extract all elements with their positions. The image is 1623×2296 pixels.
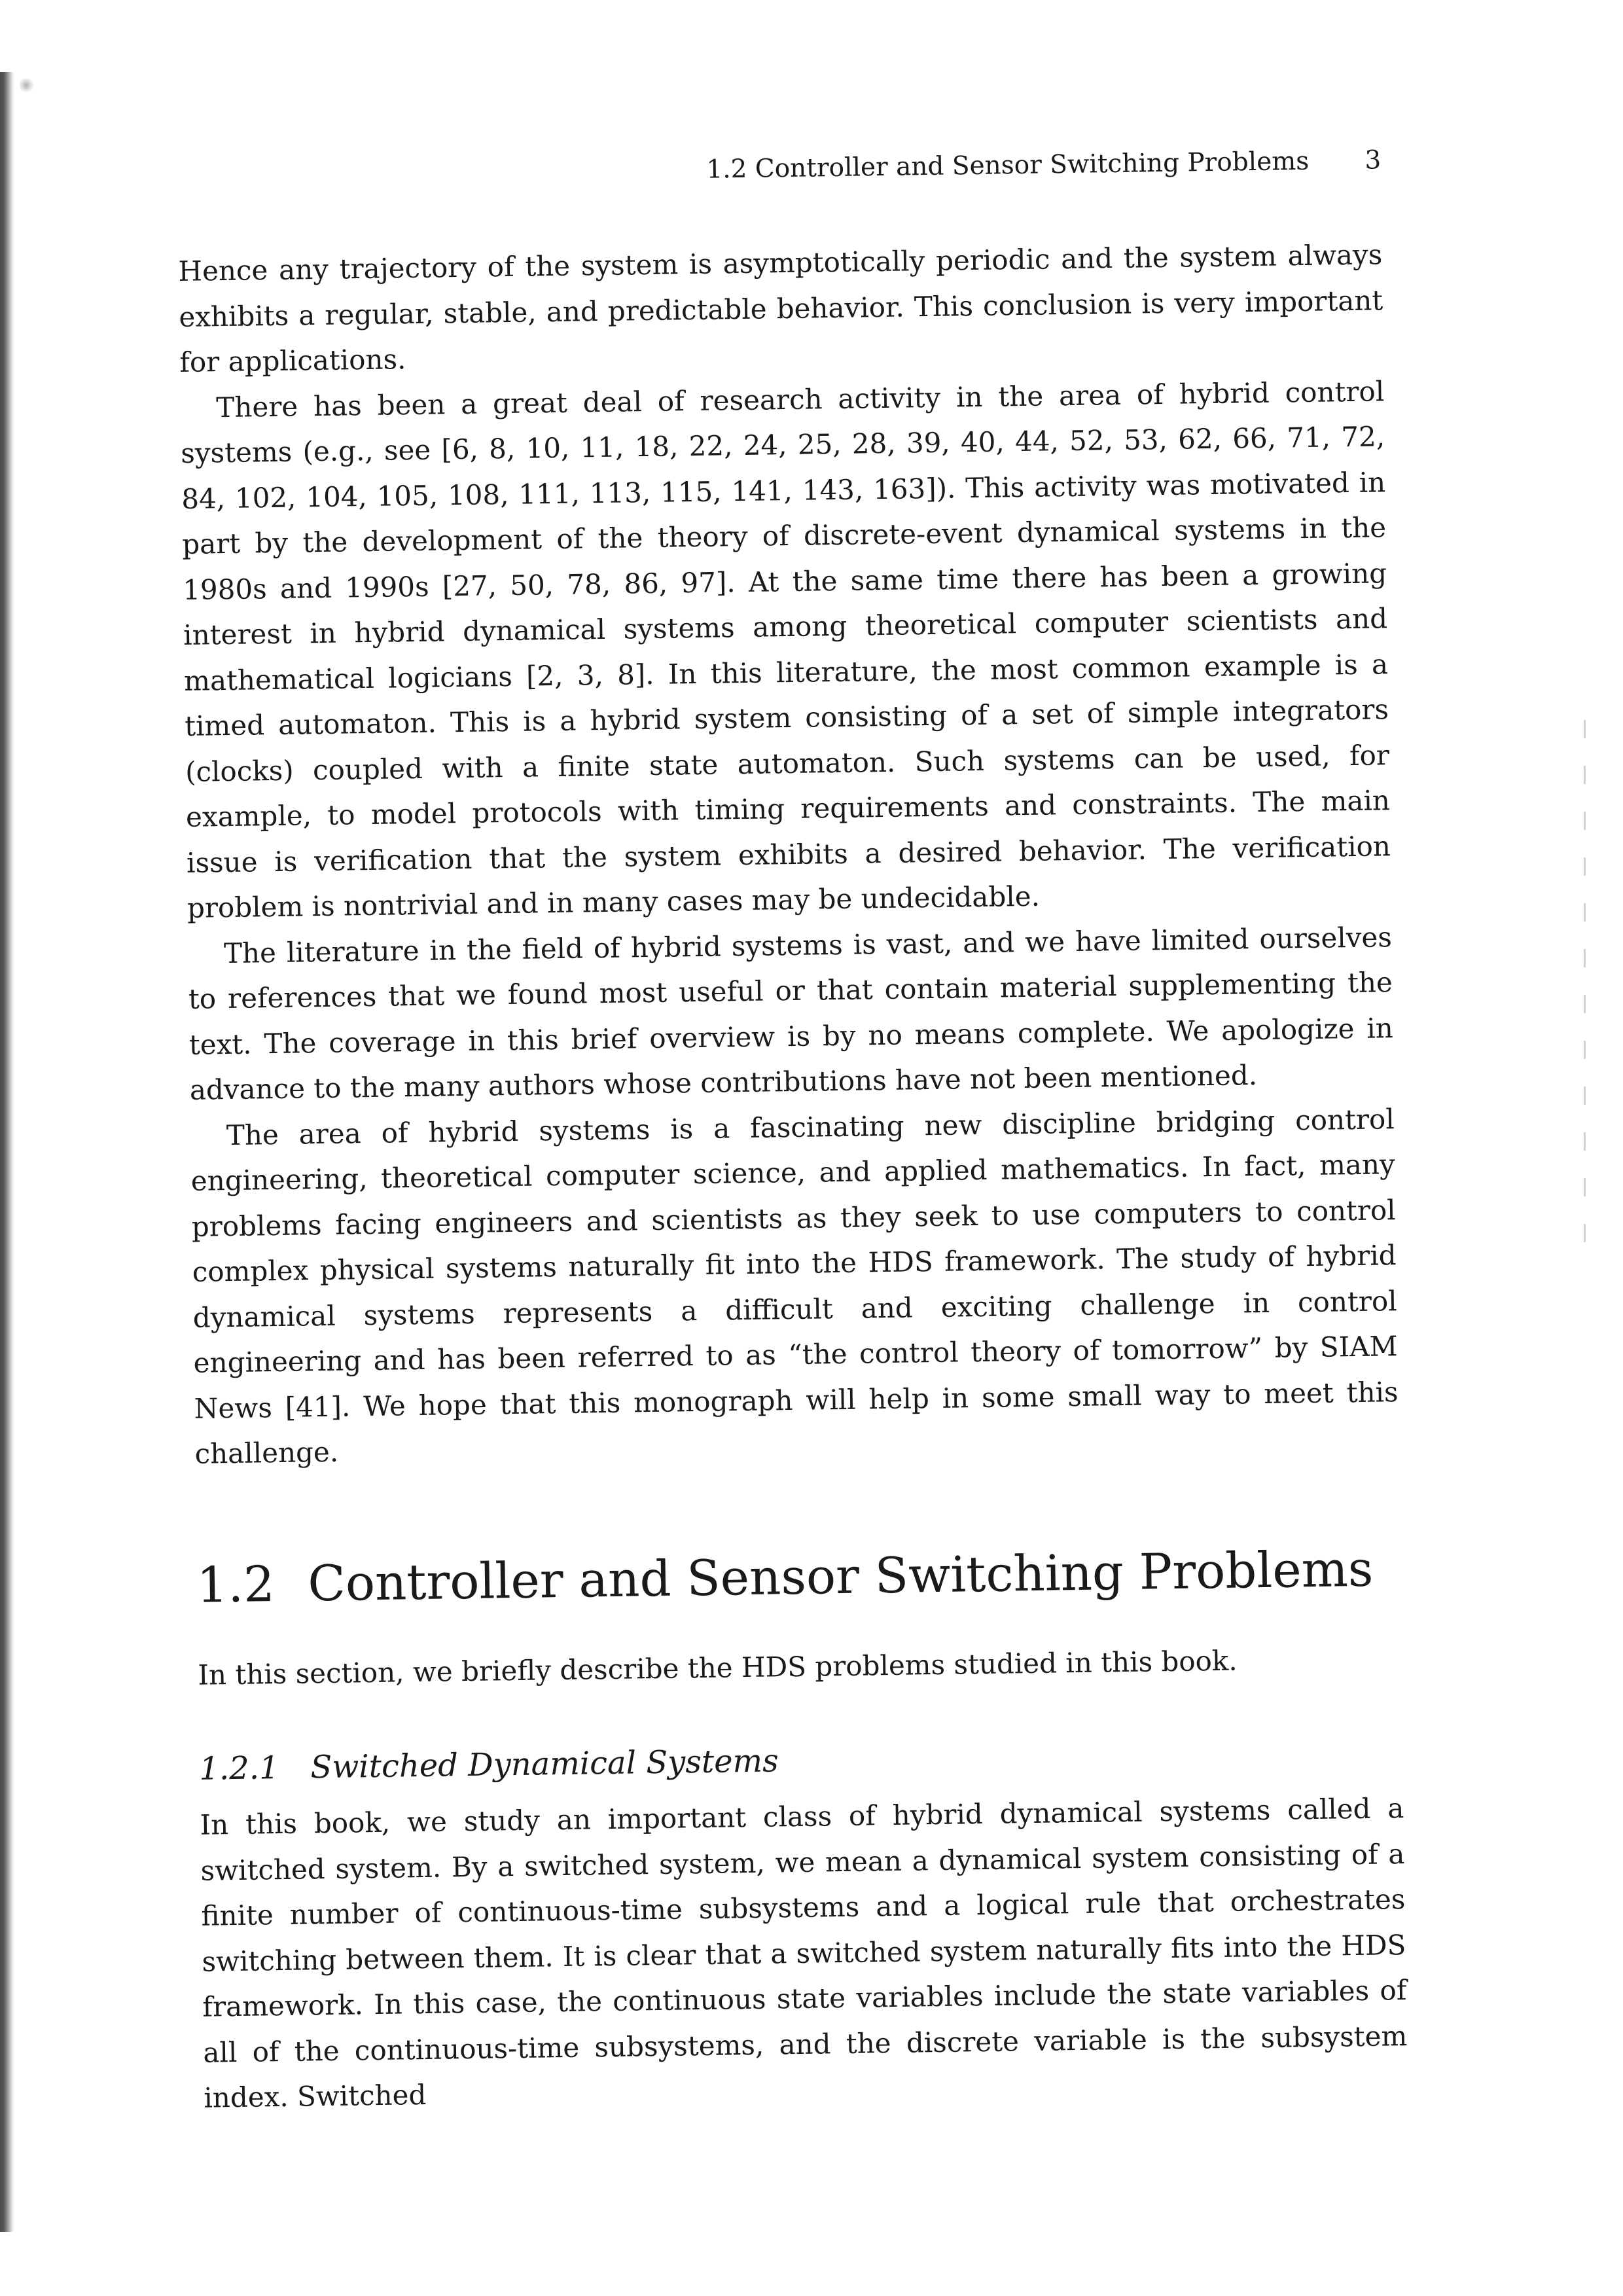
section-number: 1.2: [196, 1554, 276, 1614]
scan-speck: [20, 79, 46, 118]
book-page: [177, 140, 1410, 2251]
scan-binding-edge: [0, 72, 14, 2232]
paragraph-switched-system: In this book, we study an important class of hybrid dynamical systems called a switched system. By a switched system, we mean a dynamical system consisting of a finite number of continuous-time subsystems and a logical rule that orchestrates switching between them. It is clear that a switched system naturally fits into the HDS framework. In this case, the continuous state variables include the state variables of all of the continuous-time subsystems, and the discrete variable is the subsystem index. Switched: [200, 1792, 1408, 2114]
paragraph-continuation: Hence any trajectory of the system is asymptotically periodic and the system always exhibits a regular, stable, and predictable behavior. This conclusion is very important for applications.: [178, 238, 1383, 378]
section-intro: In this section, we briefly describe the HDS problems studied in this book.: [198, 1644, 1238, 1691]
scan-margin-marks: [1584, 720, 1586, 1257]
running-head-title: 1.2 Controller and Sensor Switching Problems: [706, 146, 1310, 185]
running-head: [177, 140, 1382, 203]
body-text: [178, 232, 1408, 2121]
paragraph-literature: The literature in the field of hybrid systems is vast, and we have limited ourselves to references that we found most useful or that contain material supplementing the text. The coverage in this brief overview is by no means complete. We apologize in advance to the many authors whose contributions have not been mentioned.: [188, 920, 1394, 1106]
page-number: 3: [1364, 145, 1382, 175]
section-title: Controller and Sensor Switching Problems: [307, 1539, 1374, 1612]
paragraph-hybrid-area: The area of hybrid systems is a fascinating new discipline bridging control engineering, theoretical computer science, and applied mathematics. In fact, many problems facing engineers and scientists as they seek to use computers to control complex physical systems naturally fit into the HDS framework. The study of hybrid dynamical systems represents a difficult and exciting challenge in control engineering and has been referred to as “the control theory of tomorrow” by SIAM News [41]. We hope that this monograph will help in some small way to meet this challenge.: [190, 1102, 1399, 1470]
paragraph-research-activity: There has been a great deal of research activity in the area of hybrid control systems (e.g., see [6, 8, 10, 11, 18, 22, 24, 25, 28, 39, 40, 44, 52, 53, 62, 66, 71, 72, 84, 102, 104, 105, 108, 111, 113, 115, 141, 143, 163]). This activity was motivated in part by the development of the theory of discrete-event dynamical systems in the 1980s and 1990s [27, 50, 78, 86, 97]. At the same time there has been a growing interest in hybrid dynamical systems among theoretical computer scientists and mathematical logicians [2, 3, 8]. In this literature, the most common example is a timed automaton. This is a hybrid system consisting of a set of simple integrators (clocks) coupled with a finite state automaton. Such systems can be used, for example, to model protocols with timing requirements and constraints. The main issue is verification that the system exhibits a desired behavior. The verification problem is nontrivial and in many cases may be undecidable.: [180, 374, 1391, 924]
subsection-number: 1.2.1: [198, 1749, 279, 1787]
section-heading: [196, 1539, 1401, 1615]
subsection-title: Switched Dynamical Systems: [310, 1742, 779, 1786]
subsection-heading: [199, 1731, 1404, 1791]
